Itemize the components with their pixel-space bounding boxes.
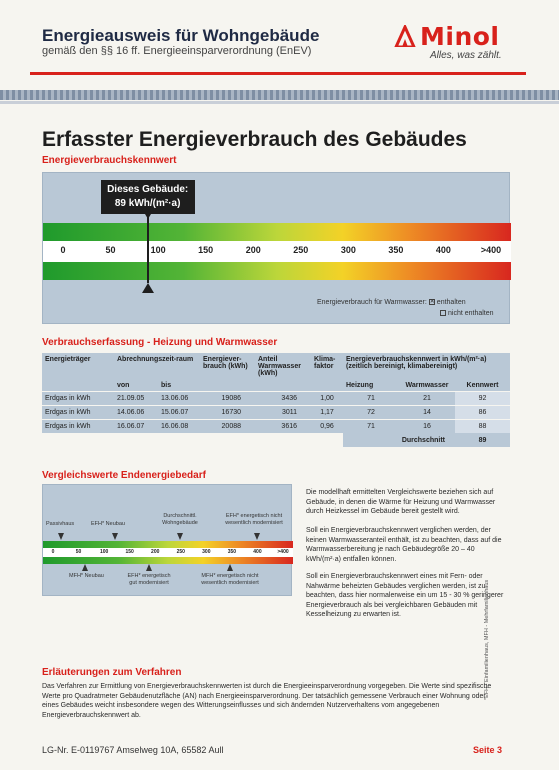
verbrauch-table-wrap [42, 353, 510, 447]
enthalten-checkbox[interactable]: ✕ [429, 299, 435, 306]
label-efh-gut: EFH* energetisch gut modernisiert [127, 573, 171, 586]
th-verbrauch: Energiever-brauch (kWh) [203, 356, 248, 370]
table-cell-verbrauch: 19086 [200, 391, 255, 405]
side-note: *EFH - Einfamilienhaus, MFH - Mehrfamilienhaus [484, 579, 490, 700]
compare-arrow-icon [82, 564, 88, 571]
table-cell-kennwert: 92 [455, 391, 510, 405]
compare-arrow-icon [58, 533, 64, 540]
decorative-stripe-lower [0, 101, 559, 104]
compare-markers-bottom [43, 564, 293, 572]
gauge-tick-label: >400 [480, 245, 502, 255]
table-cell-heizung: 71 [343, 419, 399, 433]
compare-tick-label: 0 [51, 549, 55, 555]
gauge-tick-label: 0 [60, 245, 66, 255]
header-divider [30, 72, 526, 75]
table-cell-bis: 13.06.06 [158, 391, 200, 405]
nicht-enthalten-checkbox[interactable] [440, 310, 446, 316]
th-von: von [117, 381, 130, 389]
table-cell-kennwert: 88 [455, 419, 510, 433]
compare-arrow-icon [254, 533, 260, 540]
th-klima: Klima-faktor [314, 356, 336, 370]
table-cell-klima: 0,96 [311, 419, 343, 433]
gauge-tick-label: 50 [105, 245, 116, 255]
table-cell-klima: 1,17 [311, 405, 343, 419]
label-mfh-neubau: MFH* Neubau [69, 573, 104, 579]
compare-tick-label: 300 [202, 549, 211, 555]
compare-tick-label: 400 [253, 549, 262, 555]
table-cell-kennwert: 86 [455, 405, 510, 419]
gauge-tick-label: 100 [150, 245, 166, 255]
callout-label: Dieses Gebäude: [107, 184, 189, 195]
table-cell-klima: 1,00 [311, 391, 343, 405]
section-title-erlaeuterung: Erläuterungen zum Verfahren [42, 667, 182, 678]
gauge-tick-label: 350 [388, 245, 404, 255]
th-heizung: Heizung [346, 381, 374, 389]
th-zeitraum: Abrechnungszeit-raum [117, 356, 194, 363]
vergleich-text-3: Soll ein Energieverbrauchskennwert eines mit Fern- oder Nahwärme beheizten Gebäudes verglichen werden, ist zu beachten, dass hier normalerweise ein um 15 - 30 % geringerer Energieverbrauch als bei vergleichbaren Gebäuden mit Kesselheizung zu erwarten ist. [306, 573, 504, 618]
gauge-ticks [43, 245, 511, 259]
compare-markers-top [43, 533, 293, 541]
gauge-tick-label: 250 [293, 245, 309, 255]
compare-tick-label: 200 [151, 549, 160, 555]
table-cell-heizung: 71 [343, 391, 399, 405]
vergleich-panel [42, 484, 292, 596]
section-title-vergleich: Vergleichswerte Endenergiebedarf [42, 470, 206, 481]
warmwasser-label [317, 299, 466, 306]
document-title: Energieausweis für Wohngebäude [42, 26, 320, 45]
table-cell-von: 16.06.07 [114, 419, 158, 433]
compare-tick-label: 50 [75, 549, 82, 555]
page-title: Erfasster Energieverbrauch des Gebäudes [42, 128, 467, 151]
compare-bar-top [43, 541, 293, 548]
table-cell-traeger: Erdgas in kWh [42, 419, 114, 433]
compare-bar-bottom [43, 557, 293, 564]
table-cell-verbrauch: 20088 [200, 419, 255, 433]
gauge-bar-top [43, 223, 511, 241]
table-cell-ww: 21 [399, 391, 455, 405]
verbrauch-table [42, 353, 510, 447]
compare-tick-label: 100 [99, 549, 109, 555]
warmwasser-label-text: Energieverbrauch für Warmwasser: [317, 299, 427, 306]
vergleich-text-2: Soll ein Energieverbrauchskennwert verglichen werden, der keinen Warmwasseranteil enthält, ist zu beachten, dass auf die Warmwasserbereitung je nach Gebäudegröße 20 – 40 kWh/(m²·a) entfallen können. [306, 527, 502, 563]
brand-slogan: Alles, was zählt. [430, 50, 502, 61]
enthalten-label: enthalten [436, 299, 466, 306]
table-cell-ww: 14 [399, 405, 455, 419]
compare-tick-label: 150 [125, 549, 134, 555]
gauge-bar-bottom [43, 262, 511, 280]
section-title-kennwert: Energieverbrauchskennwert [42, 155, 177, 166]
erlaeuterung-text: Das Verfahren zur Ermittlung von Energieverbrauchskennwerten ist durch die Energieeinsparverordnung vorgegeben. Die Werte sind spezifische Werte pro Quadratmeter Gebäudenutzfläche (AN) nach Energieeinsparverordnung. Der tatsächlich gemessene Verbrauch einer Wohnung oder eines Gebäudes weicht insbesondere wegen des Witterungseinflusses und sich ändernden Nutzerverhaltens vom angegebenen Energieverbrauchskennwert ab. [42, 683, 492, 719]
gauge-tick-label: 300 [340, 245, 356, 255]
gauge-marker [142, 209, 154, 293]
table-cell-traeger: Erdgas in kWh [42, 405, 114, 419]
page-number: Seite 3 [473, 745, 503, 755]
table-cell-heizung: 72 [343, 405, 399, 419]
table-cell-bis: 15.06.07 [158, 405, 200, 419]
minol-logo-icon [392, 25, 418, 47]
label-passivhaus: Passivhaus [46, 521, 75, 527]
table-row [42, 405, 510, 419]
compare-arrow-icon [227, 564, 233, 571]
th-kennwert: Kennwert [466, 381, 499, 389]
compare-tick-label: >400 [277, 549, 289, 555]
marker-arrow-icon [142, 209, 154, 293]
table-cell-traeger: Erdgas in kWh [42, 391, 114, 405]
nicht-enthalten-option [440, 310, 494, 317]
th-traeger: Energieträger [45, 356, 91, 363]
compare-ticks [43, 549, 293, 556]
th-bis: bis [161, 381, 172, 389]
th-ww: Warmwasser [405, 381, 449, 389]
table-cell-ww: 16 [399, 419, 455, 433]
compare-tick-label: 250 [176, 549, 185, 555]
table-cell-warmwasser: 3616 [255, 419, 311, 433]
compare-arrow-icon [177, 533, 183, 540]
label-efh-nicht: EFH* energetisch nicht wesentlich modernisiert [225, 513, 283, 526]
table-cell-warmwasser: 3011 [255, 405, 311, 419]
kennwert-panel [42, 172, 510, 324]
gauge-tick-label: 400 [435, 245, 451, 255]
table-row [42, 419, 510, 433]
th-kennwert-group: Energieverbrauchskennwert in kWh/(m²·a) (zeitlich bereinigt, klimabereinigt) [346, 356, 487, 370]
section-title-verbrauch: Verbrauchserfassung - Heizung und Warmwasser [42, 337, 278, 348]
label-mfh-nicht: MFH* energetisch nicht wesentlich modernisiert [201, 573, 259, 586]
brand-name: Minol [420, 22, 500, 51]
gauge-tick-label: 150 [198, 245, 214, 255]
callout-value: 89 kWh/(m²·a) [114, 198, 181, 209]
vergleich-text-1: Die modellhaft ermittelten Vergleichswerte beziehen sich auf Gebäude, in denen die Wärme für Heizung und Warmwasser durch Heizkessel im Gebäude bereit gestellt wird. [306, 489, 496, 515]
table-cell-bis: 16.06.08 [158, 419, 200, 433]
table-cell-warmwasser: 3436 [255, 391, 311, 405]
compare-arrow-icon [112, 533, 118, 540]
table-row [42, 391, 510, 405]
compare-arrow-icon [146, 564, 152, 571]
th-warmwasser: Anteil Warmwasser (kWh) [258, 356, 301, 377]
label-durchschnitt: Durchschnittl. Wohngebäude [162, 513, 198, 526]
durchschnitt-value: 89 [455, 433, 510, 447]
document-subtitle: gemäß den §§ 16 ff. Energieeinsparverordnung (EnEV) [42, 45, 312, 57]
label-efh-neubau: EFH* Neubau [91, 521, 125, 527]
table-cell-von: 21.09.05 [114, 391, 158, 405]
footer-address: LG-Nr. E-0119767 Amselweg 10A, 65582 Aull [42, 745, 224, 755]
gauge-tick-label: 200 [245, 245, 261, 255]
decorative-stripe [0, 90, 559, 100]
nicht-enthalten-label: nicht enthalten [448, 310, 494, 317]
table-cell-verbrauch: 16730 [200, 405, 255, 419]
compare-tick-label: 350 [227, 549, 237, 555]
durchschnitt-label: Durchschnitt [343, 433, 455, 447]
table-cell-von: 14.06.06 [114, 405, 158, 419]
